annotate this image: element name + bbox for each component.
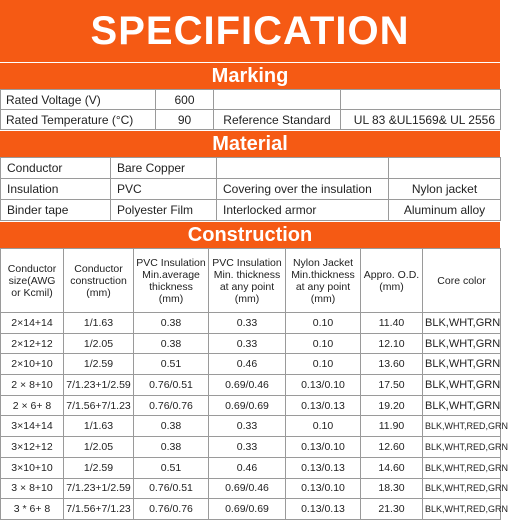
armor-value: Aluminum alloy: [389, 200, 501, 221]
rated-temperature-row: [1, 110, 501, 130]
table-cell: 0.13/0.13: [286, 457, 361, 478]
table-cell: BLK,WHT,RED,GRN: [423, 437, 501, 458]
table-cell: 1/2.59: [64, 457, 134, 478]
table-cell: 1/1.63: [64, 313, 134, 334]
conductor-row: [1, 158, 501, 179]
table-row: [1, 416, 501, 437]
column-header: Nylon Jacket Min.thickness at any point (mm): [286, 249, 361, 313]
binder-value: Polyester Film: [111, 200, 217, 221]
insulation-value: PVC: [111, 179, 217, 200]
marking-table: [0, 89, 501, 130]
reference-standard-label: Reference Standard: [214, 110, 341, 130]
column-header: PVC Insulation Min.average thickness (mm): [134, 249, 209, 313]
table-cell: 3×12+12: [1, 437, 64, 458]
table-cell: 0.76/0.76: [134, 499, 209, 520]
insulation-label: Insulation: [1, 179, 111, 200]
table-cell: 13.60: [361, 354, 423, 375]
table-cell: 21.30: [361, 499, 423, 520]
table-cell: 11.40: [361, 313, 423, 334]
empty-cell: [217, 158, 389, 179]
table-cell: 7/1.23+1/2.59: [64, 478, 134, 499]
table-cell: 1/2.05: [64, 437, 134, 458]
table-cell: BLK,WHT,GRN: [423, 395, 501, 416]
table-cell: 0.33: [209, 333, 286, 354]
table-cell: 0.38: [134, 313, 209, 334]
table-cell: 12.10: [361, 333, 423, 354]
table-cell: 0.46: [209, 457, 286, 478]
column-header: Core color: [423, 249, 501, 313]
column-header: Appro. O.D. (mm): [361, 249, 423, 313]
table-cell: BLK,WHT,RED,GRN: [423, 416, 501, 437]
table-cell: 1/2.59: [64, 354, 134, 375]
rated-temperature-value: 90: [156, 110, 214, 130]
table-cell: 0.69/0.46: [209, 375, 286, 396]
table-cell: 18.30: [361, 478, 423, 499]
table-cell: 0.51: [134, 354, 209, 375]
covering-label: Covering over the insulation: [217, 179, 389, 200]
table-cell: 0.69/0.46: [209, 478, 286, 499]
table-cell: 2×10+10: [1, 354, 64, 375]
material-table: [0, 157, 501, 221]
rated-voltage-row: [1, 90, 501, 110]
table-cell: 2 × 8+10: [1, 375, 64, 396]
conductor-label: Conductor: [1, 158, 111, 179]
table-cell: 0.33: [209, 313, 286, 334]
rated-voltage-label: Rated Voltage (V): [1, 90, 156, 110]
table-row: [1, 437, 501, 458]
table-cell: 1/2.05: [64, 333, 134, 354]
table-cell: 2 × 6+ 8: [1, 395, 64, 416]
table-row: [1, 395, 501, 416]
table-cell: 0.38: [134, 333, 209, 354]
table-cell: 0.13/0.10: [286, 478, 361, 499]
table-row: [1, 478, 501, 499]
reference-standard-value: UL 83 &UL1569& UL 2556: [341, 110, 501, 130]
column-header: PVC Insulation Min. thickness at any point (mm): [209, 249, 286, 313]
table-cell: BLK,WHT,GRN: [423, 333, 501, 354]
table-cell: 7/1.23+1/2.59: [64, 375, 134, 396]
construction-table: [0, 248, 508, 520]
table-cell: 14.60: [361, 457, 423, 478]
table-row: [1, 457, 501, 478]
table-cell: 0.13/0.10: [286, 437, 361, 458]
table-cell: BLK,WHT,RED,GRN: [423, 499, 501, 520]
construction-heading: Construction: [0, 221, 500, 248]
table-cell: 0.13/0.13: [286, 395, 361, 416]
table-cell: 7/1.56+7/1.23: [64, 499, 134, 520]
table-cell: 0.76/0.76: [134, 395, 209, 416]
construction-header-row: [1, 249, 501, 313]
table-cell: 2×14+14: [1, 313, 64, 334]
table-row: [1, 313, 501, 334]
table-cell: 0.33: [209, 437, 286, 458]
table-cell: 7/1.56+7/1.23: [64, 395, 134, 416]
table-cell: 0.13/0.13: [286, 499, 361, 520]
table-cell: 3 × 8+10: [1, 478, 64, 499]
table-cell: 0.10: [286, 333, 361, 354]
table-cell: 0.10: [286, 313, 361, 334]
binder-row: [1, 200, 501, 221]
table-cell: 2×12+12: [1, 333, 64, 354]
empty-cell: [214, 90, 341, 110]
empty-cell: [389, 158, 501, 179]
table-cell: 3×10+10: [1, 457, 64, 478]
table-row: [1, 499, 501, 520]
rated-voltage-value: 600: [156, 90, 214, 110]
table-row: [1, 333, 501, 354]
construction-body: [1, 313, 508, 520]
table-cell: 11.90: [361, 416, 423, 437]
rated-temperature-label: Rated Temperature (°C): [1, 110, 156, 130]
table-cell: BLK,WHT,RED,GRN: [423, 457, 501, 478]
table-row: [1, 354, 501, 375]
table-cell: 1/1.63: [64, 416, 134, 437]
table-cell: 0.10: [286, 354, 361, 375]
table-cell: 0.76/0.51: [134, 375, 209, 396]
table-cell: 19.20: [361, 395, 423, 416]
table-cell: BLK,WHT,GRN: [423, 375, 501, 396]
empty-cell: [341, 90, 501, 110]
insulation-row: [1, 179, 501, 200]
table-cell: BLK,WHT,GRN: [423, 354, 501, 375]
table-cell: 0.38: [134, 416, 209, 437]
table-cell: 0.51: [134, 457, 209, 478]
column-header: Conductor size(AWG or Kcmil): [1, 249, 64, 313]
table-cell: 0.69/0.69: [209, 499, 286, 520]
table-cell: 17.50: [361, 375, 423, 396]
table-cell: 0.46: [209, 354, 286, 375]
table-cell: BLK,WHT,RED,GRN: [423, 478, 501, 499]
table-cell: 0.38: [134, 437, 209, 458]
table-cell: 3×14+14: [1, 416, 64, 437]
table-row: [1, 375, 501, 396]
table-cell: 0.10: [286, 416, 361, 437]
conductor-value: Bare Copper: [111, 158, 217, 179]
table-cell: 12.60: [361, 437, 423, 458]
table-cell: 0.69/0.69: [209, 395, 286, 416]
armor-label: Interlocked armor: [217, 200, 389, 221]
table-cell: 0.33: [209, 416, 286, 437]
binder-label: Binder tape: [1, 200, 111, 221]
covering-value: Nylon jacket: [389, 179, 501, 200]
table-cell: 0.76/0.51: [134, 478, 209, 499]
marking-heading: Marking: [0, 62, 500, 89]
table-cell: BLK,WHT,GRN: [423, 313, 501, 334]
material-heading: Material: [0, 130, 500, 157]
column-header: Conductor construction (mm): [64, 249, 134, 313]
page-title: SPECIFICATION: [0, 0, 500, 62]
table-cell: 0.13/0.10: [286, 375, 361, 396]
table-cell: 3 * 6+ 8: [1, 499, 64, 520]
